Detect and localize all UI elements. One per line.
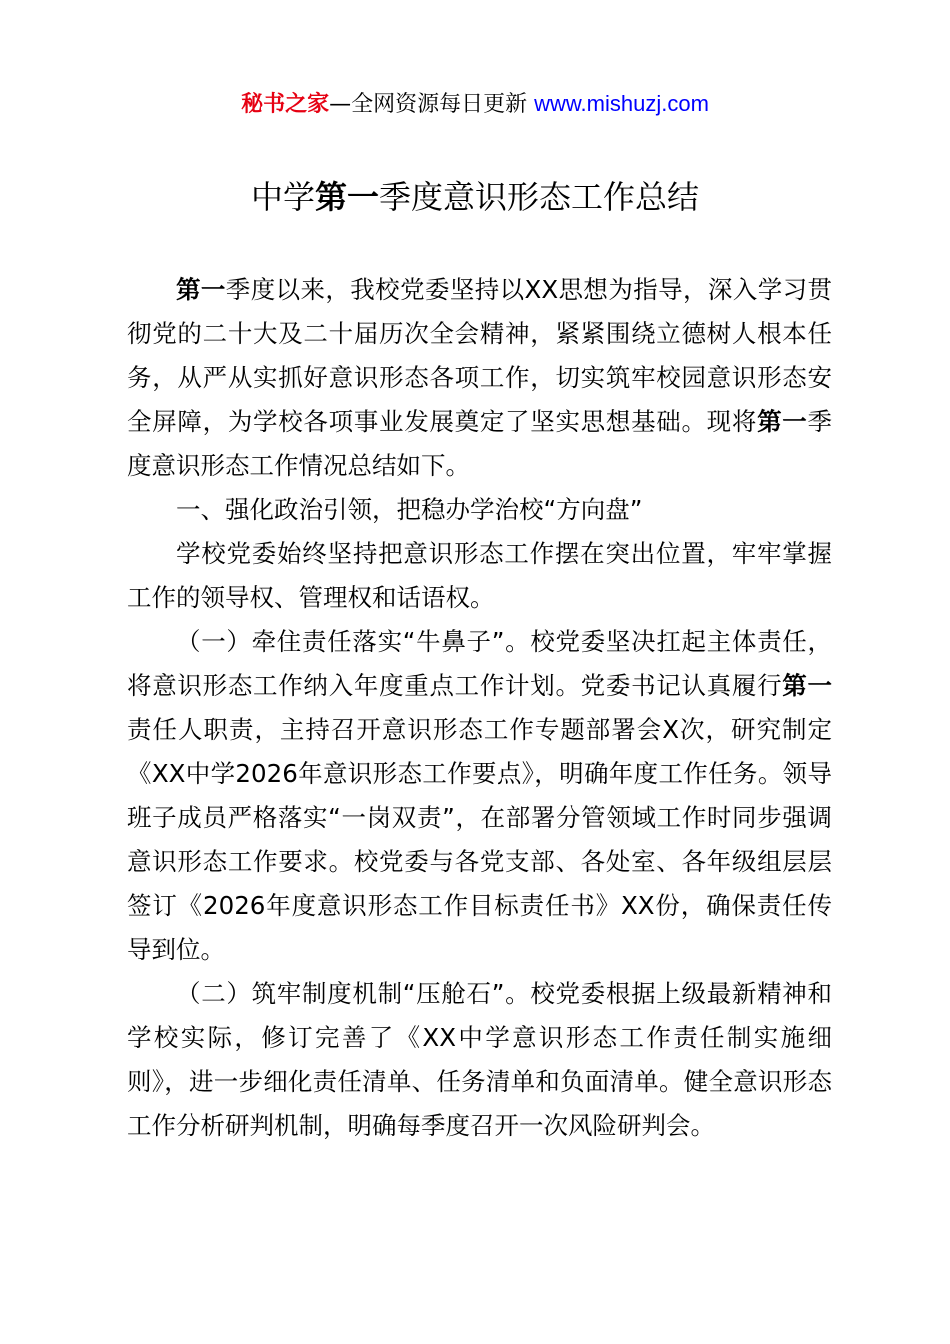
item-one-bold: 第一	[782, 671, 833, 700]
title-suffix: 季度意识形态工作总结	[379, 178, 700, 216]
intro-end: 季度意识形态工作情况总结如下。	[127, 407, 833, 480]
header-tagline: —全网资源每日更新	[329, 92, 535, 117]
item-one-pre: （一）牵住责任落实“牛鼻子”。校党委坚决扛起主体责任，将意识形态工作纳入年度重点工作计划。党委书记认真履行	[127, 627, 832, 700]
document-title	[0, 172, 950, 222]
title-bold: 第一	[314, 178, 379, 216]
intro-bold: 第一	[176, 275, 226, 304]
intro-text: 季度以来，我校党委坚持以XX思想为指导，深入学习贯彻党的二十大及二十届历次全会精神，紧紧围绕立德树人根本任务，从严从实抓好意识形态各项工作，切实筑牢校园意识形态安全屏障，为学校各项事业发展奠定了坚实思想基础。现将	[127, 275, 832, 436]
item-one-post: 责任人职责，主持召开意识形态工作专题部署会X次，研究制定《XX中学2026年意识形态工作要点》，明确年度工作任务。领导班子成员严格落实“一岗双责”，在部署分管领域工作时同步强调意识形态工作要求。校党委与各党支部、各处室、各年级组层层签订《2026年度意识形态工作目标责任书》XX份，确保责任传导到位。	[127, 715, 832, 964]
title-prefix: 中学	[250, 178, 315, 216]
section-heading: 一、强化政治引领，把稳办学治校“方向盘”	[176, 495, 643, 524]
intro-bold-2: 第一	[757, 407, 808, 436]
brand-name: 秘书之家	[241, 92, 330, 117]
document-body	[127, 268, 832, 1148]
item-one-paragraph	[127, 620, 832, 972]
item-two-paragraph: （二）筑牢制度机制“压舱石”。校党委根据上级最新精神和学校实际，修订完善了《XX中学意识形态工作责任制实施细则》，进一步细化责任清单、任务清单和负面清单。健全意识形态工作分析研判机制，明确每季度召开一次风险研判会。	[127, 979, 832, 1140]
site-link[interactable]: www.mishuzj.com	[534, 91, 709, 116]
section-paragraph: 学校党委始终坚持把意识形态工作摆在突出位置，牢牢掌握工作的领导权、管理权和话语权。	[127, 539, 832, 612]
intro-paragraph	[127, 268, 832, 488]
site-header	[0, 88, 950, 121]
